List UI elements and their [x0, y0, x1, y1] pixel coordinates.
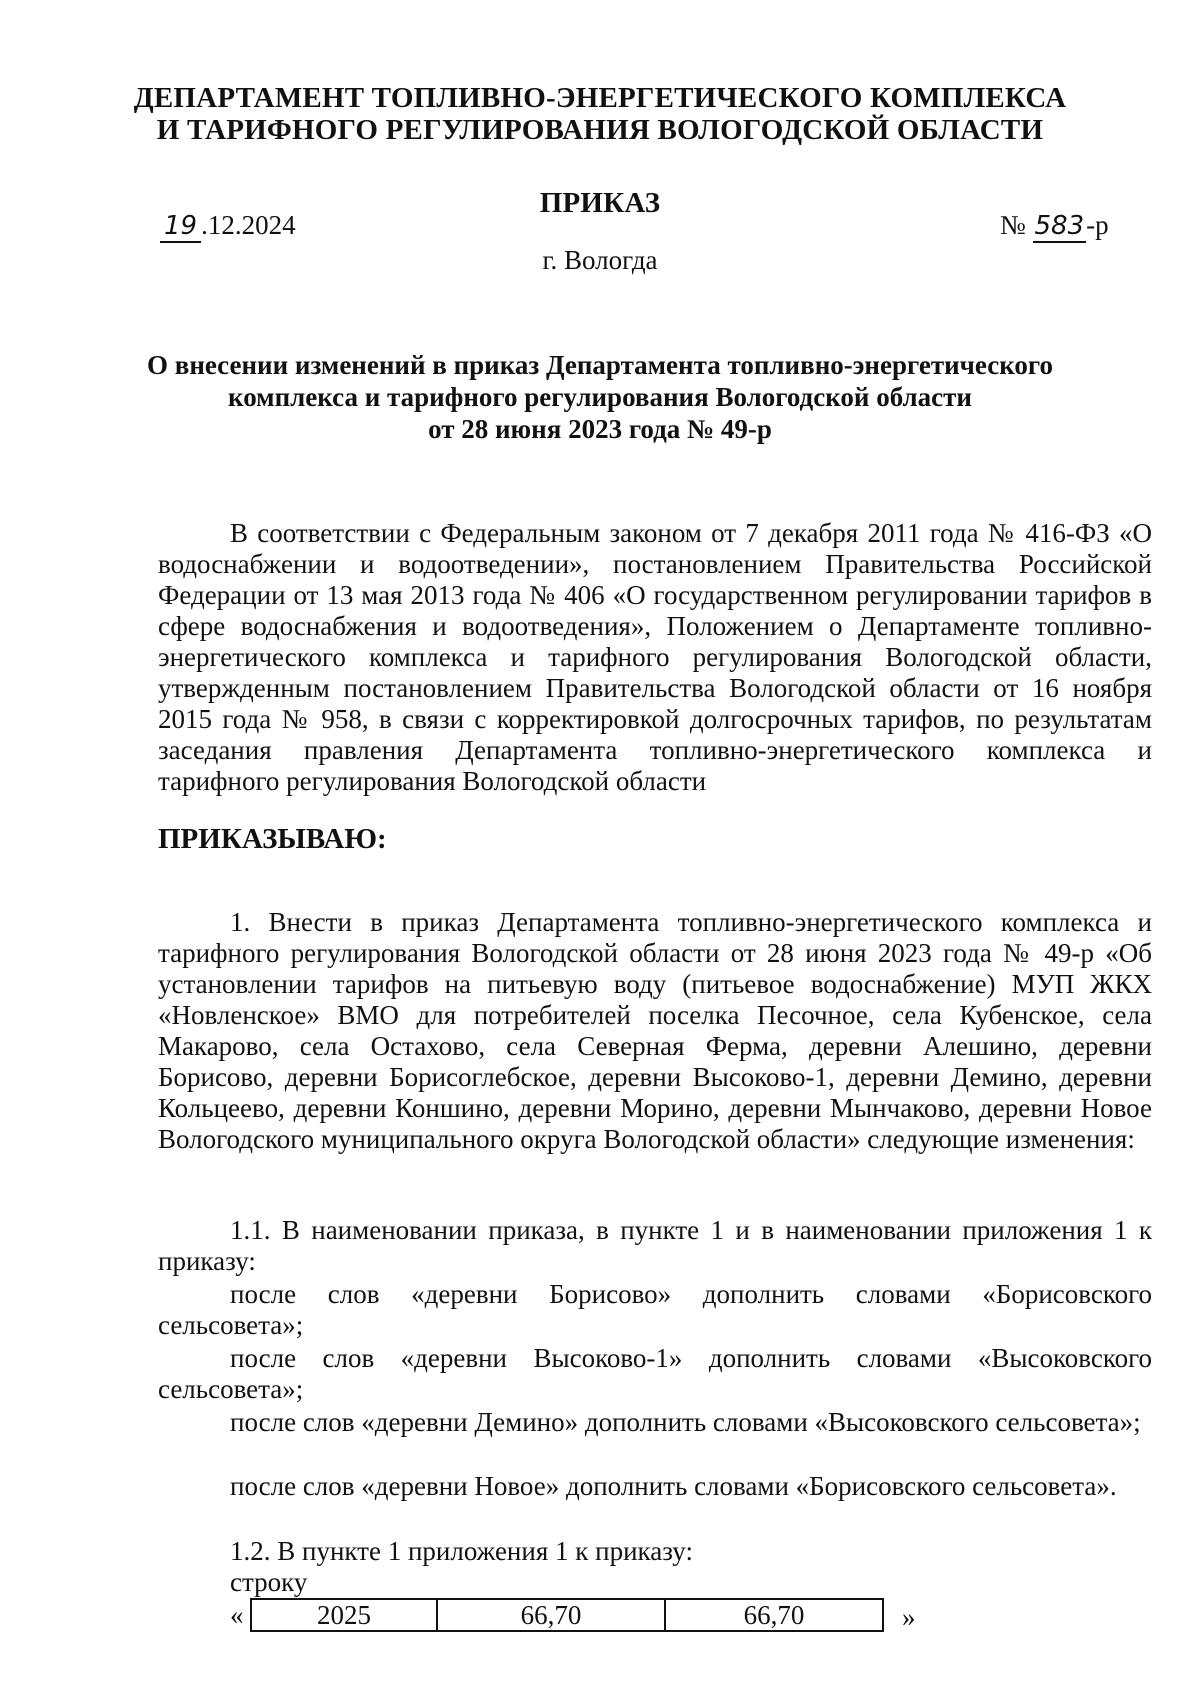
item-1-paragraph: 1. Внести в приказ Департамента топливно-энергетического комплекса и тарифного регулирования Вологодской области от 28 июня 2023 года № 49-р «Об установлении тарифов на питьевую воду (питьевое водоснабжение) МУП ЖКХ «Новленское» ВМО для потребителей поселка Песочное, села Кубенское, села Макарово, села Остахово, села Северная Ферма, деревни Алешино, деревни Борисово, деревни Борисоглебское, деревни Высоково-1, деревни Демино, деревни Кольцеево, деревни Коншино, деревни Морино, деревни Мынчаково, деревни Новое Вологодского муниципального округа Вологодской области» следующие изменения: [158, 907, 1152, 1154]
city: г. Вологда [542, 245, 658, 275]
number-handwritten: 583 [1034, 211, 1085, 241]
insertion-item: после слов «деревни Демино» дополнить словами «Высоковского сельсовета»; [230, 1407, 1141, 1437]
preamble-paragraph: В соответствии с Федеральным законом от 7 декабря 2011 года № 416-ФЗ «О водоснабжении и водоотведении», постановлением Правительства Российской Федерации от 13 мая 2013 года № 406 «О государственном регулировании тарифов в сфере водоснабжения и водоотведения», Положением о Департаменте топливно-энергетического комплекса и тарифного регулирования Вологодской области, утвержденным постановлением Правительства Вологодской области от 16 ноября 2015 года № 958, в связи с корректировкой долгосрочных тарифов, по результатам заседания правления Департамента топливно-энергетического комплекса и тарифного регулирования Вологодской области [158, 518, 1152, 796]
subject-line2: комплекса и тарифного регулирования Вологодской области [228, 382, 972, 412]
insertion-item: после слов «деревни Высоково-1» дополнить словами «Высоковского сельсовета»; [158, 1343, 1152, 1404]
insertion-item: после слов «деревни Борисово» дополнить словами «Борисовского сельсовета»; [158, 1279, 1152, 1340]
doc-type-title: ПРИКАЗ [539, 187, 661, 219]
department-name-line1: ДЕПАРТАМЕНТ ТОПЛИВНО-ЭНЕРГЕТИЧЕСКОГО КОМПЛЕКСА [133, 82, 1067, 114]
number-suffix: -р [1086, 210, 1109, 240]
table-cell-value: 66,70 [665, 1599, 883, 1631]
subject-line1: О внесении изменений в приказ Департамента топливно-энергетического [146, 350, 1053, 380]
table-cell-year: 2025 [251, 1599, 437, 1631]
close-quote: » [902, 1602, 916, 1632]
tariff-row-table [250, 1598, 884, 1632]
date-day-handwritten: 19 [160, 211, 201, 243]
row-label: строку [230, 1567, 308, 1597]
order-date [160, 210, 296, 241]
subject-line3: от 28 июня 2023 года № 49-р [428, 414, 772, 444]
table-row [251, 1599, 883, 1631]
table-cell-value: 66,70 [437, 1599, 665, 1631]
date-month-year: .12.2024 [201, 210, 296, 240]
item-1-2-paragraph: 1.2. В пункте 1 приложения 1 к приказу: [230, 1536, 693, 1566]
insertion-item: после слов «деревни Новое» дополнить словами «Борисовского сельсовета». [230, 1471, 1117, 1501]
order-word: ПРИКАЗЫВАЮ: [158, 823, 387, 855]
department-name-line2: И ТАРИФНОГО РЕГУЛИРОВАНИЯ ВОЛОГОДСКОЙ ОБЛАСТИ [156, 114, 1044, 146]
order-number [1000, 210, 1109, 241]
open-quote: « [230, 1600, 244, 1630]
number-sign: № [1000, 210, 1026, 240]
item-1-1-paragraph: 1.1. В наименовании приказа, в пункте 1 и в наименовании приложения 1 к приказу: [158, 1215, 1152, 1276]
